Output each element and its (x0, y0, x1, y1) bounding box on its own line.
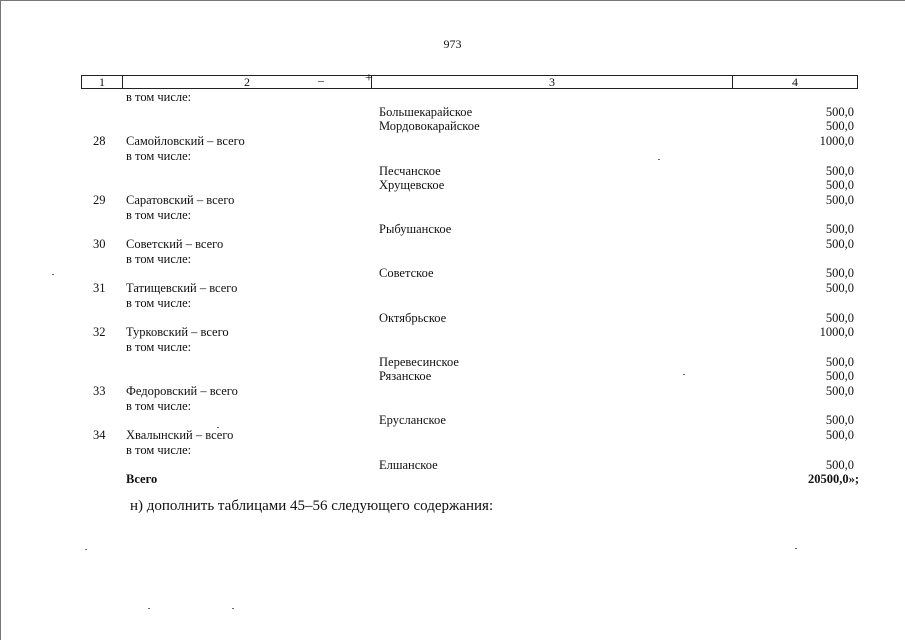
amount-value: 500,0 (825, 163, 854, 178)
amount-value: 500,0 (825, 178, 854, 193)
amount-value: 500,0 (825, 413, 854, 428)
settlement-name: Ерусланское (379, 413, 446, 428)
page-number: 973 (443, 37, 462, 51)
table-row (0, 458, 905, 473)
settlement-name: Елшанское (379, 457, 438, 472)
table-row (0, 237, 905, 252)
table-row (0, 340, 905, 355)
table-row (0, 149, 905, 164)
row-number: 32 (93, 325, 106, 340)
table-row (0, 134, 905, 149)
amount-value: 1000,0 (819, 325, 854, 340)
table-row (0, 399, 905, 414)
scan-speck (232, 608, 234, 609)
row-number: 33 (93, 384, 106, 398)
amount-value: 500,0 (825, 310, 854, 325)
amount-value: 500,0 (825, 237, 854, 251)
table-row (0, 164, 905, 179)
table-row (0, 428, 905, 443)
district-name: в том числе: (126, 339, 192, 354)
table-row (0, 296, 905, 311)
district-name: Федоровский – всего (126, 384, 238, 398)
table-header (81, 75, 858, 89)
amount-value: 500,0 (825, 104, 854, 119)
scan-speck (217, 427, 219, 428)
table-row (0, 178, 905, 193)
table-row (0, 369, 905, 384)
district-name: в том числе: (126, 148, 192, 163)
header-mark-dash: – (318, 73, 324, 87)
settlement-name: Мордовокарайское (379, 119, 480, 134)
table-row (0, 105, 905, 120)
amount-value: 500,0 (825, 354, 854, 369)
row-number: 30 (93, 237, 106, 251)
amount-value: 500,0 (825, 281, 854, 296)
district-name: в том числе: (126, 251, 192, 266)
scan-speck (795, 548, 797, 549)
table-row (0, 325, 905, 340)
table-row (0, 90, 905, 105)
district-name: в том числе: (126, 295, 192, 310)
header-col-4: 4 (732, 76, 857, 88)
district-name: в том числе: (126, 90, 192, 104)
district-name: Советский – всего (126, 237, 224, 251)
table-row (0, 222, 905, 237)
amount-value: 500,0 (825, 266, 854, 281)
header-col-1: 1 (99, 75, 105, 89)
district-name: Турковский – всего (126, 325, 229, 340)
table-row (0, 413, 905, 428)
scan-speck (658, 159, 660, 160)
amount-value: 500,0 (825, 384, 854, 398)
total-value: 20500,0»; (807, 472, 859, 486)
scan-speck (52, 274, 54, 275)
settlement-name: Рыбушанское (379, 222, 452, 237)
district-name: Татищевский – всего (126, 281, 238, 296)
amount-value: 500,0 (825, 222, 854, 237)
row-number: 28 (93, 134, 106, 149)
table-row (0, 355, 905, 370)
row-number: 31 (93, 281, 106, 296)
table-row (0, 281, 905, 296)
district-name: Хвалынский – всего (126, 428, 234, 443)
amount-value: 1000,0 (819, 134, 854, 149)
row-number: 34 (93, 428, 106, 443)
settlement-name: Песчанское (379, 163, 441, 178)
district-name: в том числе: (126, 207, 192, 222)
table-row (0, 311, 905, 326)
scan-speck (683, 374, 685, 375)
amount-value: 500,0 (825, 428, 854, 443)
settlement-name: Хрущевское (379, 178, 445, 193)
amount-value: 500,0 (825, 457, 854, 472)
amount-value: 500,0 (825, 192, 854, 207)
settlement-name: Перевесинское (379, 354, 459, 369)
total-label: Всего (126, 472, 158, 486)
district-name: в том числе: (126, 398, 192, 413)
scan-speck (148, 608, 150, 609)
amendment-note: н) дополнить таблицами 45–56 следующего содержания: (130, 498, 494, 514)
table-row (0, 266, 905, 281)
amount-value: 500,0 (825, 119, 854, 134)
amount-value: 500,0 (825, 369, 854, 384)
header-col-2: 2 (122, 76, 371, 88)
scan-border-top (0, 0, 905, 1)
row-number: 29 (93, 192, 106, 207)
district-name: Саратовский – всего (126, 192, 235, 207)
table-row (0, 119, 905, 134)
table-row (0, 384, 905, 399)
table-row (0, 208, 905, 223)
table-row (0, 193, 905, 208)
settlement-name: Рязанское (379, 369, 432, 384)
settlement-name: Октябрьское (379, 310, 447, 325)
settlement-name: Большекарайское (379, 104, 473, 119)
header-mark-plus: + (365, 71, 373, 86)
district-name: Самойловский – всего (126, 134, 245, 149)
table-row (0, 443, 905, 458)
table-row (0, 252, 905, 267)
settlement-name: Советское (379, 266, 434, 281)
district-name: в том числе: (126, 442, 192, 457)
total-row (0, 472, 905, 487)
scan-speck (85, 549, 87, 550)
header-col-3: 3 (371, 76, 732, 88)
